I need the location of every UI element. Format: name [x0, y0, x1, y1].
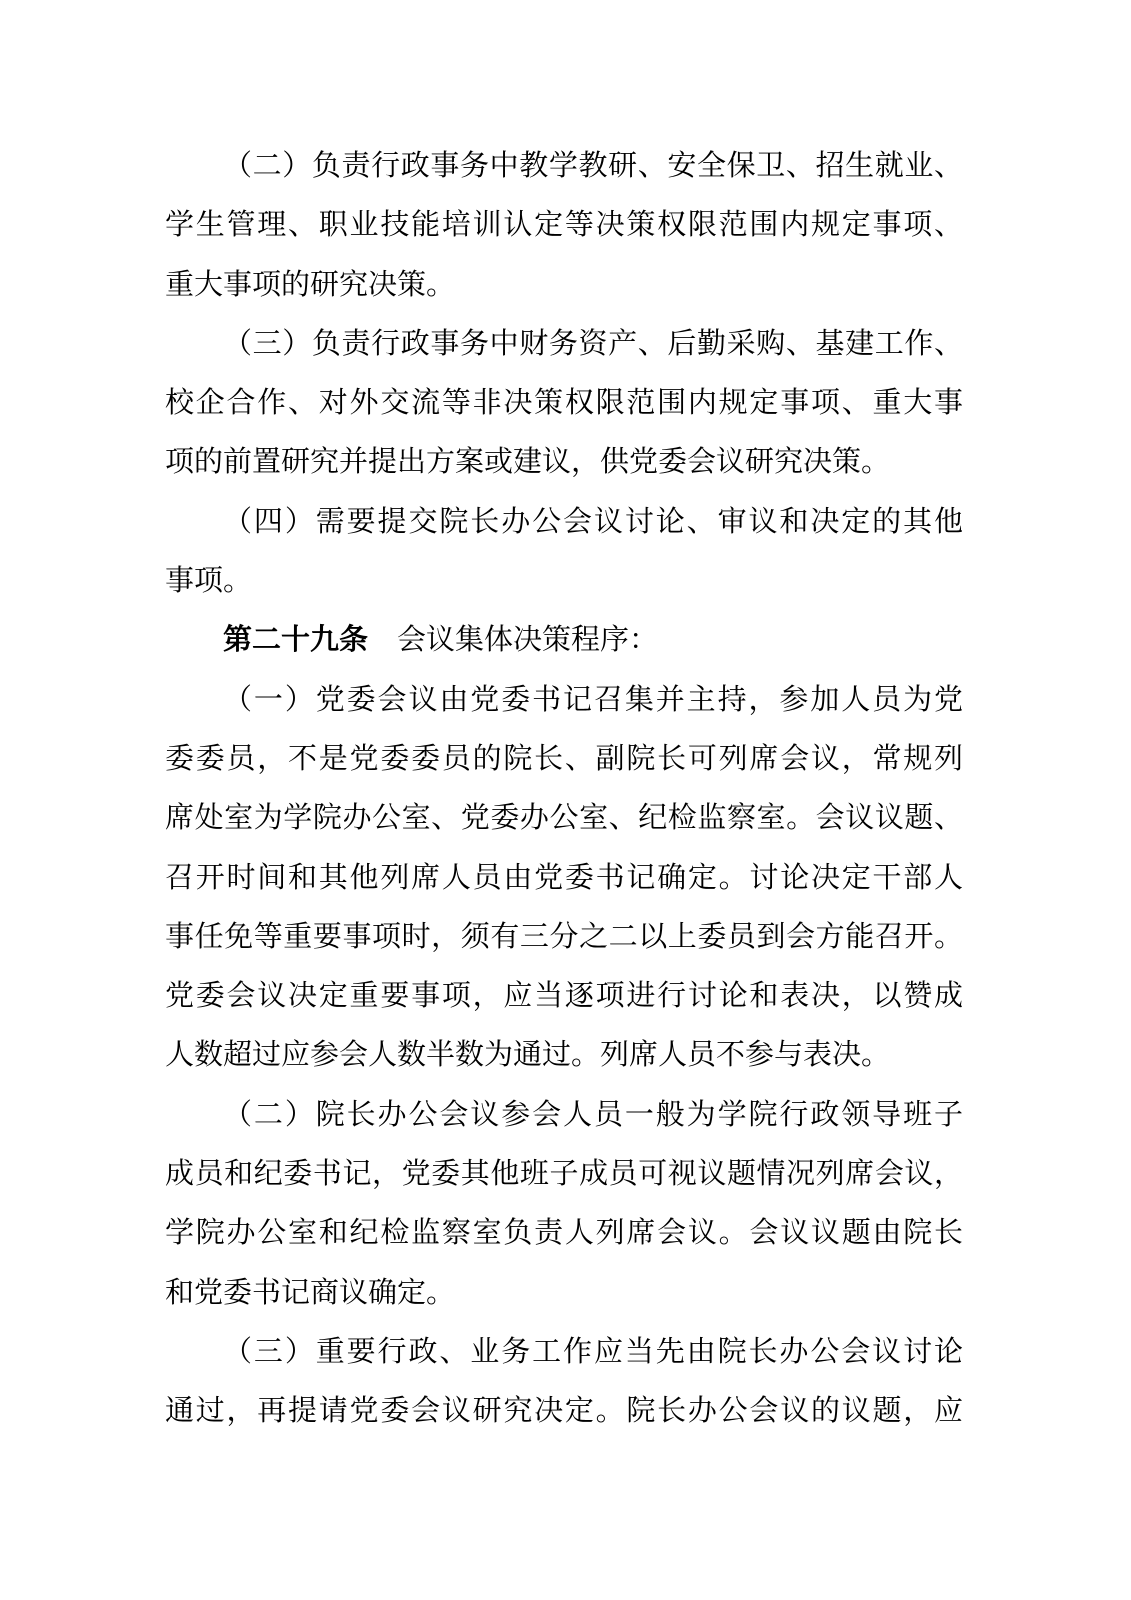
document-line: 委委员，不是党委委员的院长、副院长可列席会议，常规列	[165, 742, 963, 775]
document-line: 人数超过应参会人数半数为通过。列席人员不参与表决。	[165, 1039, 891, 1072]
paragraph-item-4	[165, 493, 963, 612]
document-line: 校企合作、对外交流等非决策权限范围内规定事项、重大事	[165, 387, 963, 420]
document-line: 席处室为学院办公室、党委办公室、纪检监察室。会议议题、	[165, 802, 963, 835]
paragraph-29-item-1	[165, 671, 963, 1086]
paragraph-29-item-2	[165, 1086, 963, 1323]
document-text-block	[165, 137, 963, 1442]
document-line: 和党委书记商议确定。	[165, 1276, 456, 1309]
document-line: （一）党委会议由党委书记召集并主持，参加人员为党	[223, 683, 963, 716]
article-number: 第二十九条	[223, 624, 369, 657]
document-line: （二）院长办公会议参会人员一般为学院行政领导班子	[223, 1098, 963, 1131]
document-line: 学院办公室和纪检监察室负责人列席会议。会议议题由院长	[165, 1217, 963, 1250]
document-line: 党委会议决定重要事项，应当逐项进行讨论和表决，以赞成	[165, 980, 963, 1013]
paragraph-article-29	[165, 611, 963, 670]
paragraph-item-2	[165, 137, 963, 315]
document-line: 学生管理、职业技能培训认定等决策权限范围内规定事项、	[165, 209, 963, 242]
document-line: 项的前置研究并提出方案或建议，供党委会议研究决策。	[165, 446, 891, 479]
article-title: 会议集体决策程序：	[397, 624, 659, 657]
document-line: （二）负责行政事务中教学教研、安全保卫、招生就业、	[223, 150, 963, 182]
document-line: （三）负责行政事务中财务资产、后勤采购、基建工作、	[223, 327, 963, 360]
paragraph-item-3	[165, 315, 963, 493]
document-line: 事任免等重要事项时，须有三分之二以上委员到会方能召开。	[165, 920, 963, 953]
document-line: （四）需要提交院长办公会议讨论、审议和决定的其他	[223, 505, 963, 538]
document-line: （三）重要行政、业务工作应当先由院长办公会议讨论	[223, 1335, 963, 1368]
document-line: 召开时间和其他列席人员由党委书记确定。讨论决定干部人	[165, 861, 963, 894]
document-line: 事项。	[165, 565, 253, 598]
document-line: 成员和纪委书记，党委其他班子成员可视议题情况列席会议，	[165, 1158, 963, 1191]
document-line: 重大事项的研究决策。	[165, 268, 456, 301]
article-heading-line	[165, 611, 963, 670]
document-line: 通过，再提请党委会议研究决定。院长办公会议的议题，应	[165, 1395, 963, 1428]
paragraph-29-item-3	[165, 1323, 963, 1442]
